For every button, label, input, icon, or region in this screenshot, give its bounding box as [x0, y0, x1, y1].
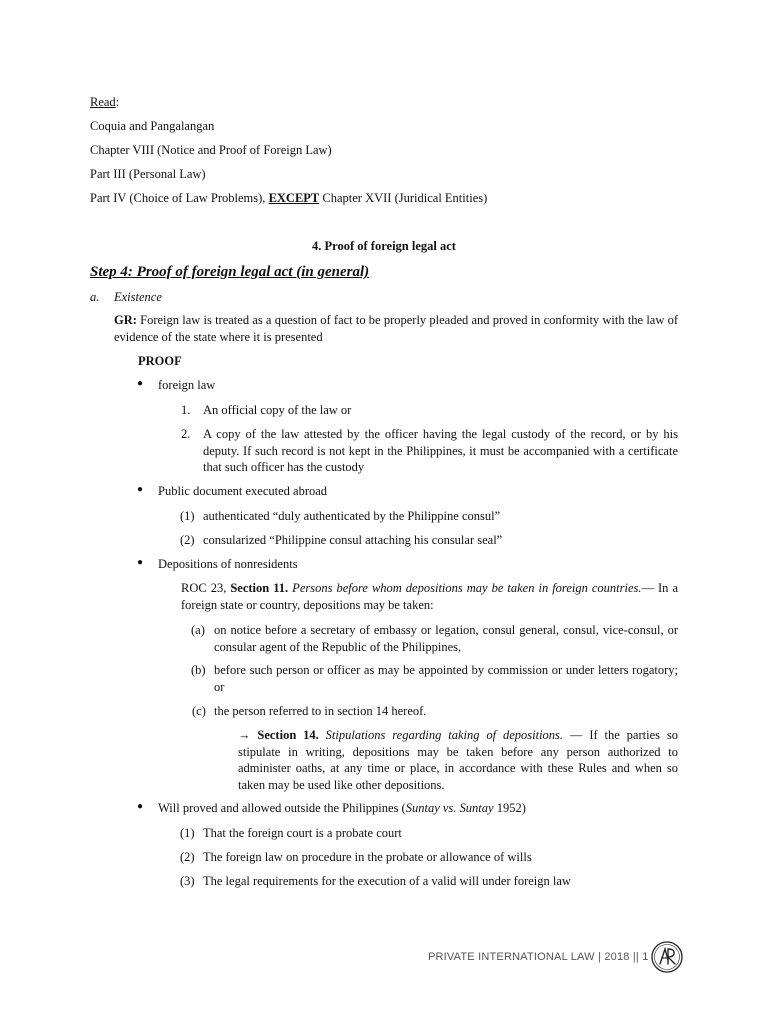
step-heading: Step 4: Proof of foreign legal act (in general) [90, 264, 370, 280]
bullet-foreign-law: foreign law [158, 378, 216, 392]
list-number: (c) [192, 704, 206, 718]
list-number: (3) [180, 874, 195, 888]
list-number: 1. [181, 403, 191, 417]
bullet-depositions: Depositions of nonresidents [158, 557, 298, 571]
list-item: the person referred to in section 14 hereof. [214, 704, 427, 718]
ar-monogram-logo [651, 941, 683, 973]
bullet-public-document: Public document executed abroad [158, 484, 328, 498]
list-number: 2. [181, 427, 191, 441]
gr-label: GR: [114, 313, 137, 327]
list-item: authenticated “duly authenticated by the Philippine consul” [203, 509, 501, 523]
except-emphasis: EXCEPT [268, 191, 320, 205]
list-item: A copy of the law attested by the officer having the legal custody of the record, or by his deputy. If such record is not kept in the Philippines, it must be accompanied with a certificate that such officer has the custody [203, 427, 678, 474]
reading-item: Part III (Personal Law) [90, 167, 206, 181]
general-rule-paragraph: GR: Foreign law is treated as a question of fact to be properly pleaded and proved in conformity with the law of evidence of the state where it is presented [114, 313, 678, 344]
list-item: The legal requirements for the execution of a valid will under foreign law [203, 874, 571, 888]
section-title: 4. Proof of foreign legal act [312, 239, 456, 253]
reading-item: Chapter VIII (Notice and Proof of Foreign Law) [90, 143, 332, 157]
roc-paragraph: ROC 23, Section 11. Persons before whom depositions may be taken in foreign countries.— In a foreign state or country, depositions may be taken: [181, 581, 678, 612]
bullet-marker: ● [137, 801, 144, 812]
list-number: (1) [180, 509, 195, 523]
subsection-marker: a. [90, 290, 100, 304]
list-item: That the foreign court is a probate court [203, 826, 402, 840]
list-item: on notice before a secretary of embassy or legation, consul general, consul, vice-consul, or consular agent of the Republic of the Philippines, [214, 623, 678, 654]
proof-heading: PROOF [138, 354, 182, 368]
list-number: (b) [191, 663, 206, 677]
subsection-label: Existence [114, 290, 162, 304]
list-number: (1) [180, 826, 195, 840]
list-item: The foreign law on procedure in the probate or allowance of wills [203, 850, 532, 864]
reading-item: Coquia and Pangalangan [90, 119, 215, 133]
reading-item: Part IV (Choice of Law Problems), EXCEPT Chapter XVII (Juridical Entities) [90, 191, 488, 205]
list-item: An official copy of the law or [203, 403, 352, 417]
list-item: consularized “Philippine consul attaching his consular seal” [203, 533, 503, 547]
section-14-paragraph: → Section 14. Stipulations regarding taking of depositions. — If the parties so stipulate in writing, depositions may be taken before any person authorized to administer oaths, at any time or place, in accordance with these Rules and when so taken may be used like other depositions. [238, 728, 678, 792]
arrow-right-icon: → [238, 728, 251, 742]
bullet-marker: ● [137, 378, 144, 389]
list-number: (2) [180, 533, 195, 547]
bullet-marker: ● [137, 484, 144, 495]
read-heading: Read: [90, 95, 120, 109]
bullet-marker: ● [137, 557, 144, 568]
list-number: (a) [191, 623, 205, 637]
list-item: before such person or officer as may be appointed by commission or under letters rogatory; or [214, 663, 678, 694]
list-number: (2) [180, 850, 195, 864]
bullet-will: Will proved and allowed outside the Philippines (Suntay vs. Suntay 1952) [158, 801, 526, 815]
page-footer: PRIVATE INTERNATIONAL LAW | 2018 || 1 [428, 951, 649, 963]
